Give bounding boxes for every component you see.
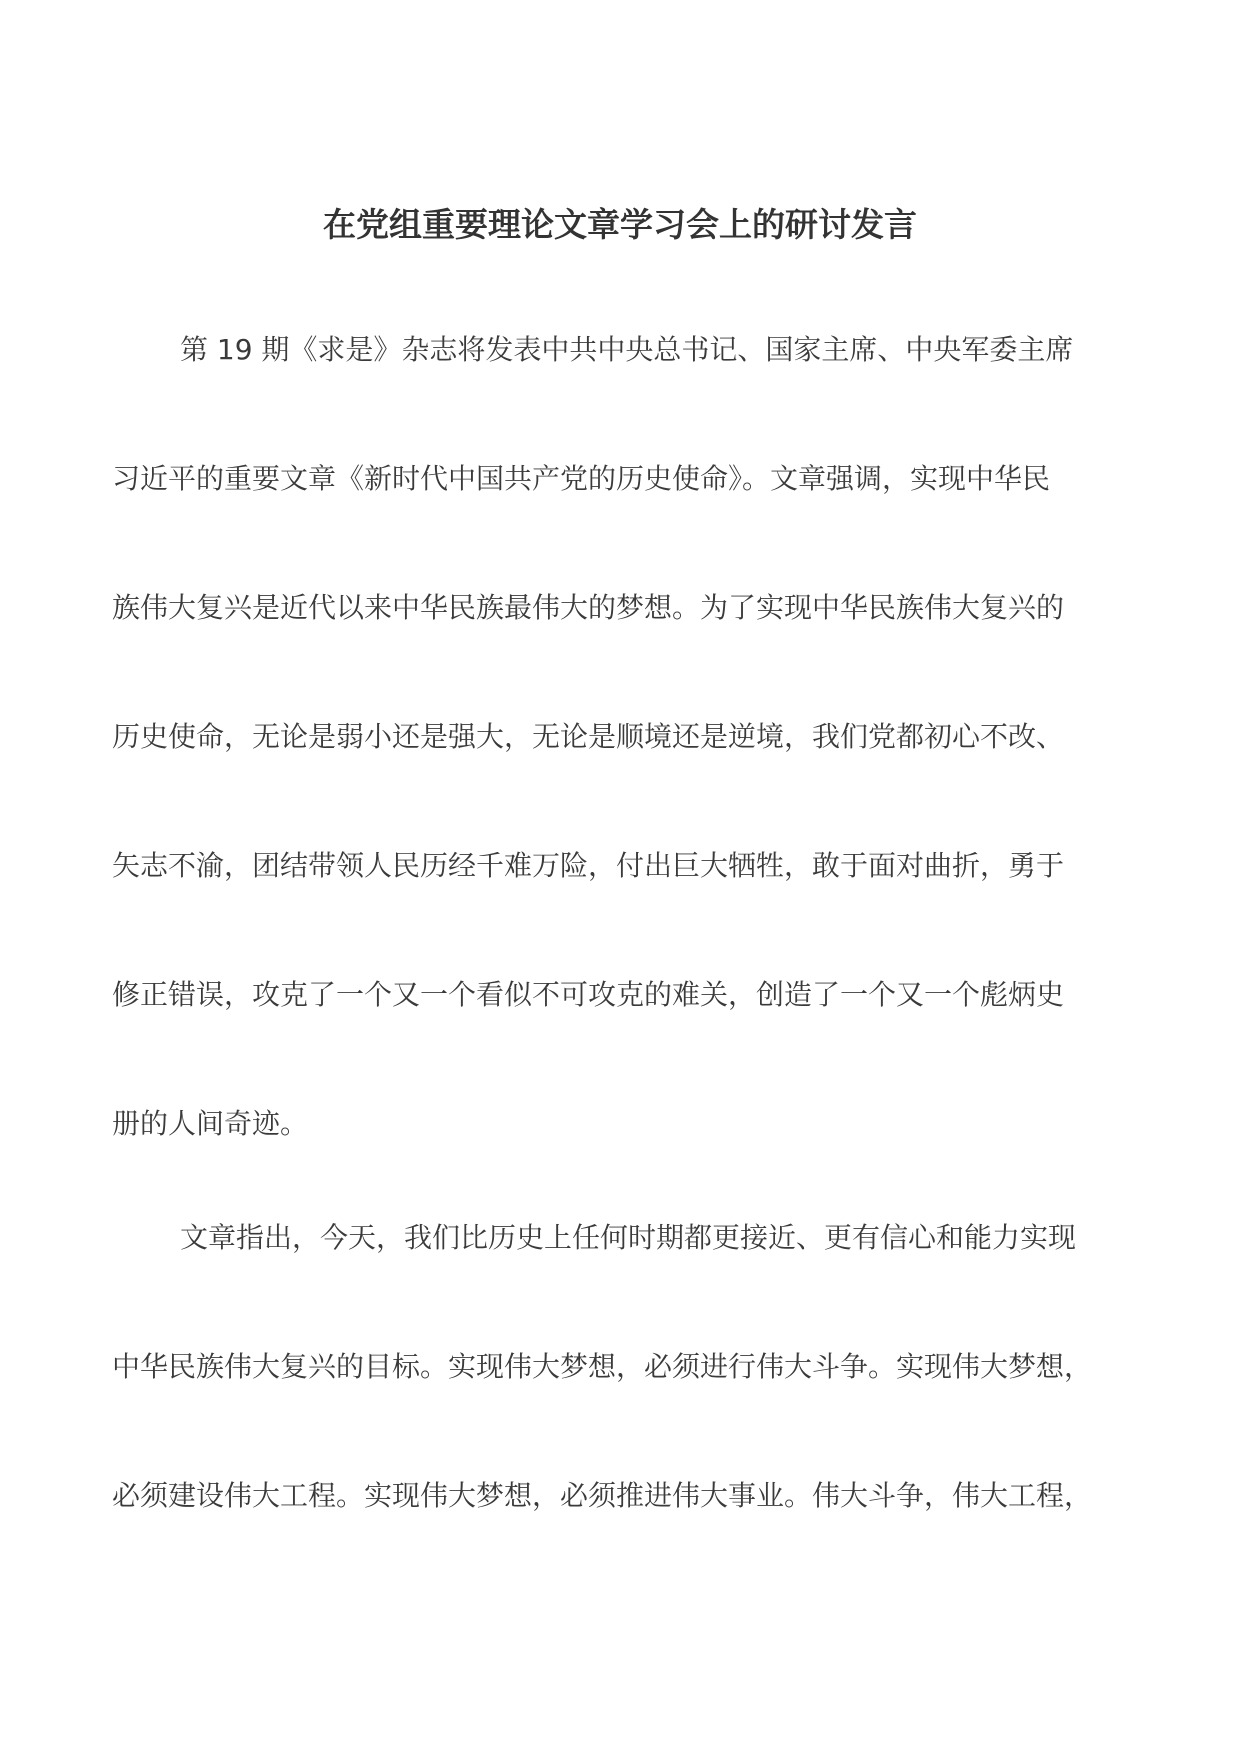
paragraph-line: 册的人间奇迹。: [112, 1107, 309, 1140]
paragraph-line: 历史使命，无论是弱小还是强大，无论是顺境还是逆境，我们党都初心不改、: [112, 720, 1065, 753]
paragraph-line: 修正错误，攻克了一个又一个看似不可攻克的难关，创造了一个又一个彪炳史: [112, 978, 1065, 1011]
paragraph-line: 习近平的重要文章《新时代中国共产党的历史使命》。文章强调，实现中华民: [112, 462, 1051, 495]
paragraph-line: 必须建设伟大工程。实现伟大梦想，必须推进伟大事业。伟大斗争，伟大工程，: [112, 1479, 1093, 1512]
document-title: 在党组重要理论文章学习会上的研讨发言: [323, 205, 917, 244]
paragraph-line: 第 19 期《求是》杂志将发表中共中央总书记、国家主席、中央军委主席: [180, 333, 1074, 366]
paragraph-line: 文章指出，今天，我们比历史上任何时期都更接近、更有信心和能力实现: [180, 1221, 1077, 1254]
paragraph-line: 族伟大复兴是近代以来中华民族最伟大的梦想。为了实现中华民族伟大复兴的: [112, 591, 1065, 624]
paragraph-line: 中华民族伟大复兴的目标。实现伟大梦想，必须进行伟大斗争。实现伟大梦想，: [112, 1350, 1093, 1383]
paragraph-line: 矢志不渝，团结带领人民历经千难万险，付出巨大牺牲，敢于面对曲折，勇于: [112, 849, 1065, 882]
